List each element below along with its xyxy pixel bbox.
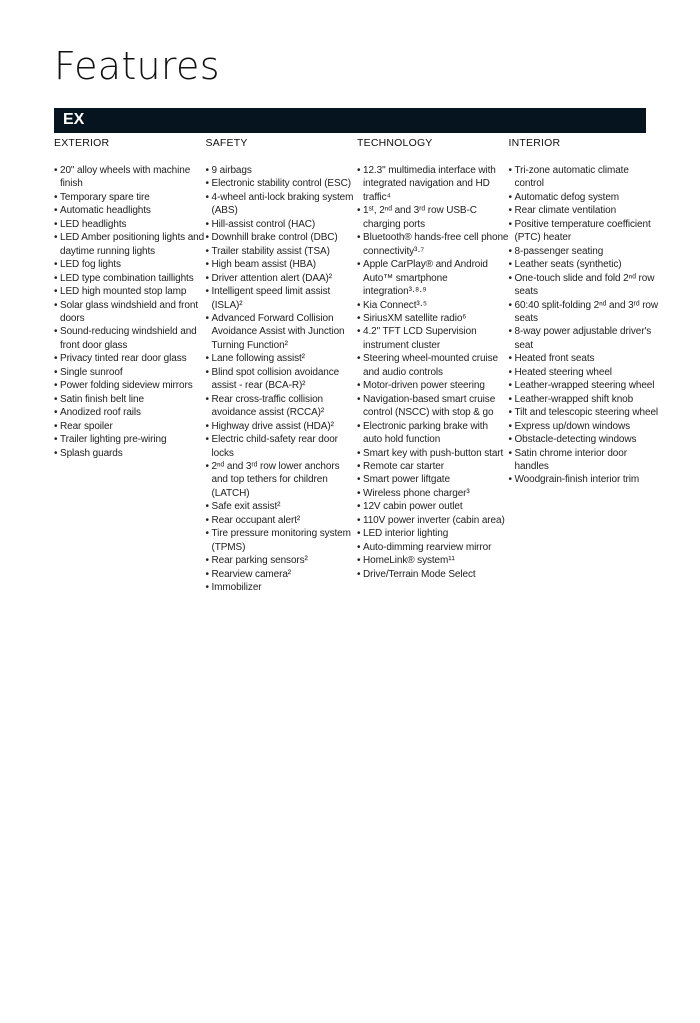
feature-list-item: • Electronic stability control (ESC) <box>206 177 358 190</box>
feature-list-item: • LED type combination taillights <box>54 272 206 285</box>
feature-list-item: • Positive temperature coefficient (PTC) heater <box>509 218 661 245</box>
feature-list-item: • 12.3" multimedia interface with integrated navigation and HD traffic⁴ <box>357 164 509 204</box>
feature-list-item: • 60:40 split-folding 2ⁿᵈ and 3ʳᵈ row seats <box>509 299 661 326</box>
feature-list-item: • Hill-assist control (HAC) <box>206 218 358 231</box>
column-header-technology: TECHNOLOGY <box>357 137 433 149</box>
feature-list-technology <box>357 164 509 581</box>
feature-list-interior <box>509 164 661 487</box>
feature-list-item: • Downhill brake control (DBC) <box>206 231 358 244</box>
feature-list-item: • Apple CarPlay® and Android Auto™ smartphone integration³·⁸·⁹ <box>357 258 509 298</box>
feature-list-item: • Leather-wrapped shift knob <box>509 393 661 406</box>
feature-list-item: • Rearview camera² <box>206 568 358 581</box>
feature-list-item: • High beam assist (HBA) <box>206 258 358 271</box>
trim-label: EX <box>63 111 85 128</box>
feature-list-item: • Trailer lighting pre-wiring <box>54 433 206 446</box>
column-header-exterior: EXTERIOR <box>54 137 110 149</box>
feature-list-item: • Smart key with push-button start <box>357 447 509 460</box>
feature-list-item: • LED headlights <box>54 218 206 231</box>
feature-list-item: • Splash guards <box>54 447 206 460</box>
feature-list-item: • LED interior lighting <box>357 527 509 540</box>
feature-list-item: • Wireless phone charger³ <box>357 487 509 500</box>
feature-list-item: • Rear climate ventilation <box>509 204 661 217</box>
feature-list-item: • Driver attention alert (DAA)² <box>206 272 358 285</box>
feature-list-item: • One-touch slide and fold 2ⁿᵈ row seats <box>509 272 661 299</box>
feature-list-item: • Satin finish belt line <box>54 393 206 406</box>
feature-list-item: • Auto-dimming rearview mirror <box>357 541 509 554</box>
feature-list-item: • 8-passenger seating <box>509 245 661 258</box>
feature-list-item: • Leather-wrapped steering wheel <box>509 379 661 392</box>
feature-list-item: • Navigation-based smart cruise control (NSCC) with stop & go <box>357 393 509 420</box>
feature-list-item: • LED fog lights <box>54 258 206 271</box>
feature-list-safety <box>206 164 358 595</box>
feature-list-item: • Trailer stability assist (TSA) <box>206 245 358 258</box>
feature-list-item: • Highway drive assist (HDA)² <box>206 420 358 433</box>
trim-banner <box>54 108 646 133</box>
feature-list-item: • Express up/down windows <box>509 420 661 433</box>
feature-list-item: • Sound-reducing windshield and front door glass <box>54 325 206 352</box>
feature-list-item: • Rear spoiler <box>54 420 206 433</box>
feature-list-item: • Solar glass windshield and front doors <box>54 299 206 326</box>
feature-list-item: • 4.2" TFT LCD Supervision instrument cluster <box>357 325 509 352</box>
feature-list-item: • Safe exit assist² <box>206 500 358 513</box>
feature-list-item: • Blind spot collision avoidance assist - rear (BCA-R)² <box>206 366 358 393</box>
feature-list-item: • Electric child-safety rear door locks <box>206 433 358 460</box>
feature-list-exterior <box>54 164 206 460</box>
feature-list-item: • Kia Connect³·⁵ <box>357 299 509 312</box>
feature-list-item: • Automatic headlights <box>54 204 206 217</box>
feature-list-item: • Steering wheel-mounted cruise and audio controls <box>357 352 509 379</box>
feature-list-item: • Obstacle-detecting windows <box>509 433 661 446</box>
feature-list-item: • Privacy tinted rear door glass <box>54 352 206 365</box>
feature-list-item: • Drive/Terrain Mode Select <box>357 568 509 581</box>
feature-list-item: • Intelligent speed limit assist (ISLA)² <box>206 285 358 312</box>
feature-list-item: • Tilt and telescopic steering wheel <box>509 406 661 419</box>
feature-list-item: • Single sunroof <box>54 366 206 379</box>
column-technology <box>357 136 509 595</box>
feature-list-item: • 8-way power adjustable driver's seat <box>509 325 661 352</box>
feature-list-item: • Advanced Forward Collision Avoidance Assist with Junction Turning Function² <box>206 312 358 352</box>
feature-list-item: • Tri-zone automatic climate control <box>509 164 661 191</box>
column-interior <box>509 136 661 595</box>
feature-list-item: • Immobilizer <box>206 581 358 594</box>
feature-list-item: • 20" alloy wheels with machine finish <box>54 164 206 191</box>
feature-list-item: • Rear parking sensors² <box>206 554 358 567</box>
feature-list-item: • Remote car starter <box>357 460 509 473</box>
feature-list-item: • 9 airbags <box>206 164 358 177</box>
feature-list-item: • Lane following assist² <box>206 352 358 365</box>
feature-list-item: • Bluetooth® hands-free cell phone connectivity³·⁷ <box>357 231 509 258</box>
feature-list-item: • Temporary spare tire <box>54 191 206 204</box>
feature-list-item: • LED Amber positioning lights and daytime running lights <box>54 231 206 258</box>
feature-list-item: • Motor-driven power steering <box>357 379 509 392</box>
features-columns <box>54 136 659 595</box>
feature-list-item: • Rear cross-traffic collision avoidance assist (RCCA)² <box>206 393 358 420</box>
feature-list-item: • Woodgrain-finish interior trim <box>509 473 661 486</box>
feature-list-item: • Automatic defog system <box>509 191 661 204</box>
feature-list-item: • Rear occupant alert² <box>206 514 358 527</box>
feature-list-item: • Leather seats (synthetic) <box>509 258 661 271</box>
feature-list-item: • HomeLink® system¹¹ <box>357 554 509 567</box>
column-header-safety: SAFETY <box>205 137 248 149</box>
column-header-interior: INTERIOR <box>508 137 561 149</box>
column-exterior <box>54 136 206 595</box>
feature-list-item: • Heated steering wheel <box>509 366 661 379</box>
page-title: Features <box>54 44 220 88</box>
feature-list-item: • Electronic parking brake with auto hold function <box>357 420 509 447</box>
feature-list-item: • 110V power inverter (cabin area) <box>357 514 509 527</box>
feature-list-item: • 2ⁿᵈ and 3ʳᵈ row lower anchors and top tethers for children (LATCH) <box>206 460 358 500</box>
feature-list-item: • Power folding sideview mirrors <box>54 379 206 392</box>
column-safety <box>206 136 358 595</box>
feature-list-item: • Anodized roof rails <box>54 406 206 419</box>
feature-list-item: • Satin chrome interior door handles <box>509 447 661 474</box>
feature-list-item: • Heated front seats <box>509 352 661 365</box>
feature-list-item: • 4-wheel anti-lock braking system (ABS) <box>206 191 358 218</box>
feature-list-item: • 12V cabin power outlet <box>357 500 509 513</box>
feature-list-item: • SiriusXM satellite radio⁶ <box>357 312 509 325</box>
feature-list-item: • Smart power liftgate <box>357 473 509 486</box>
feature-list-item: • Tire pressure monitoring system (TPMS) <box>206 527 358 554</box>
feature-list-item: • 1ˢᵗ, 2ⁿᵈ and 3ʳᵈ row USB-C charging ports <box>357 204 509 231</box>
feature-list-item: • LED high mounted stop lamp <box>54 285 206 298</box>
